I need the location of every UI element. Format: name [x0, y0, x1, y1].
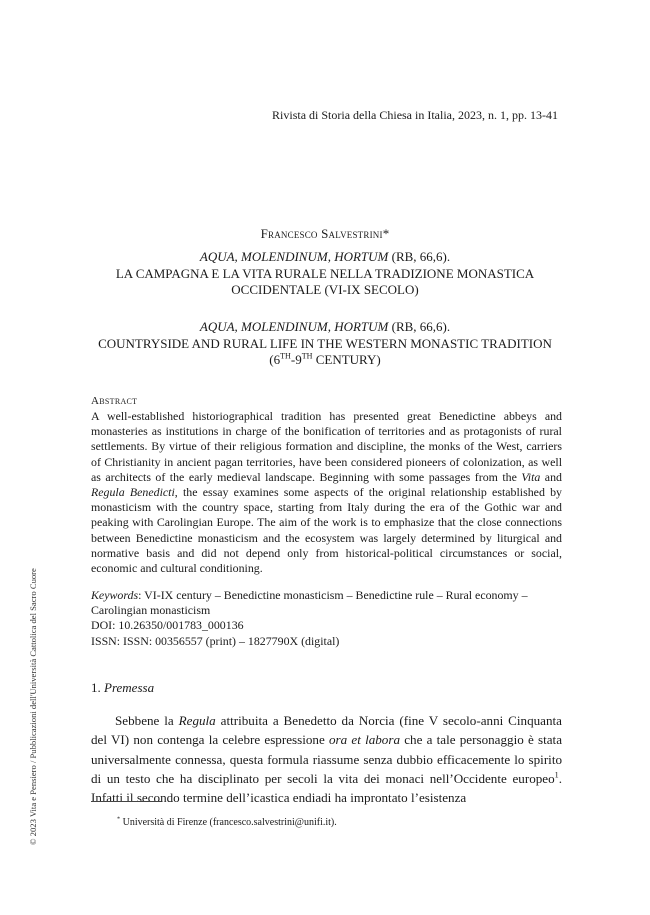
title-english-line1: [0, 319, 650, 336]
author-marker: *: [382, 226, 390, 241]
issn-line: ISSN: ISSN: 00356557 (print) – 1827790X (digital): [91, 633, 340, 648]
title-english-sup1: TH: [280, 351, 291, 361]
abstract-text: [91, 409, 562, 576]
section-title: Premessa: [104, 680, 155, 695]
abstract-regula: Regula Benedicti: [91, 485, 175, 500]
section-heading: [91, 680, 154, 696]
body-part-d: . Infatti il secondo termine dell’icastica endiadi ha improntato l’esistenza: [91, 770, 562, 806]
author-line: [0, 226, 650, 242]
abstract-vita: Vita: [521, 469, 541, 484]
title-english-italic: AQUA, MOLENDINUM, HORTUM: [199, 319, 389, 334]
title-english-line2: COUNTRYSIDE AND RURAL LIFE IN THE WESTERN MONASTIC TRADITION: [98, 335, 552, 351]
body-part-c: che a tale personaggio è stata universalmente connessa, questa formula riassume senza dubbio efficacemente lo spirito di un testo che ha disciplinato per secoli la vita dei monaci nell’Occidente europeo: [91, 732, 563, 786]
author-name: Francesco Salvestrini: [260, 226, 383, 241]
footnote-ref-1[interactable]: 1: [554, 770, 559, 780]
body-part-a: Sebbene la: [115, 713, 179, 728]
journal-citation: Rivista di Storia della Chiesa in Italia, 2023, n. 1, pp. 13-41: [272, 108, 558, 122]
abstract-and: and: [540, 469, 562, 484]
title-italian: [0, 249, 650, 299]
title-english-sup2: TH: [301, 351, 313, 361]
title-english-line3: [0, 352, 650, 369]
body-part-b: attribuita a Benedetto da Norcia (fine V secolo-anni Cinquanta del VI) non contenga la celebre espressione: [91, 713, 562, 748]
title-italian-line3: OCCIDENTALE (VI-IX SECOLO): [231, 282, 419, 297]
footnote-rule: [91, 801, 161, 802]
abstract-part1: A well-established historiographical tradition has presented great Benedictine abbeys and monasteries as institutions in charge of the bonification of territories and as protagonists of rural settlements. By virtue of their religious formation and discipline, the monks of the West, carriers of Christianity in ancient pagan territories, have been considered pioneers of colonization, as well as architects of the early medieval landscape. Beginning with some passages from the: [91, 409, 562, 484]
body-paragraph: [91, 711, 562, 807]
title-english-line3-open: (6: [269, 352, 281, 367]
keywords-line: [91, 588, 562, 618]
footnote-marker: *: [117, 815, 121, 823]
footnote: [117, 817, 337, 828]
keywords-label: Keywords: [91, 588, 139, 602]
copyright-sidebar: © 2023 Vita e Pensiero / Pubblicazioni dell'Università Cattolica del Sacro Cuore: [28, 568, 38, 845]
abstract-label: Abstract: [91, 395, 138, 407]
body-ora-et-labora: ora et labora: [328, 732, 400, 748]
doi-line: DOI: 10.26350/001783_000136: [91, 618, 244, 633]
title-english-line3-close: CENTURY): [312, 352, 381, 367]
title-english-line3-mid: -9: [290, 352, 302, 367]
keywords-text: : VI-IX century – Benedictine monasticism – Benedictine rule – Rural economy – Carolingian monasticism: [91, 588, 528, 618]
footnote-text: Università di Firenze (francesco.salvestrini@unifi.it).: [120, 817, 337, 828]
section-number: 1.: [91, 680, 104, 695]
title-italian-ref: (RB, 66,6).: [388, 249, 451, 264]
body-regula: Regula: [178, 713, 216, 728]
title-english-ref: (RB, 66,6).: [388, 319, 451, 334]
title-english: [0, 319, 650, 369]
title-italian-line1: [0, 249, 650, 266]
abstract-part2: , the essay examines some aspects of the original relationship established by monasticism with the country space, starting from Italy during the era of the Gothic war and peaking with Carolingian Europe. The aim of the work is to emphasize that the close connections between Benedictine monasticism and the ecosystem was largely determined by liturgical and normative basis and did not depend only from historical-political circumstances or social, economic and cultural conditioning.: [91, 485, 562, 576]
title-italian-line2: LA CAMPAGNA E LA VITA RURALE NELLA TRADIZIONE MONASTICA: [115, 265, 535, 281]
keywords-block: [91, 588, 562, 649]
title-italian-italic: AQUA, MOLENDINUM, HORTUM: [199, 249, 389, 264]
